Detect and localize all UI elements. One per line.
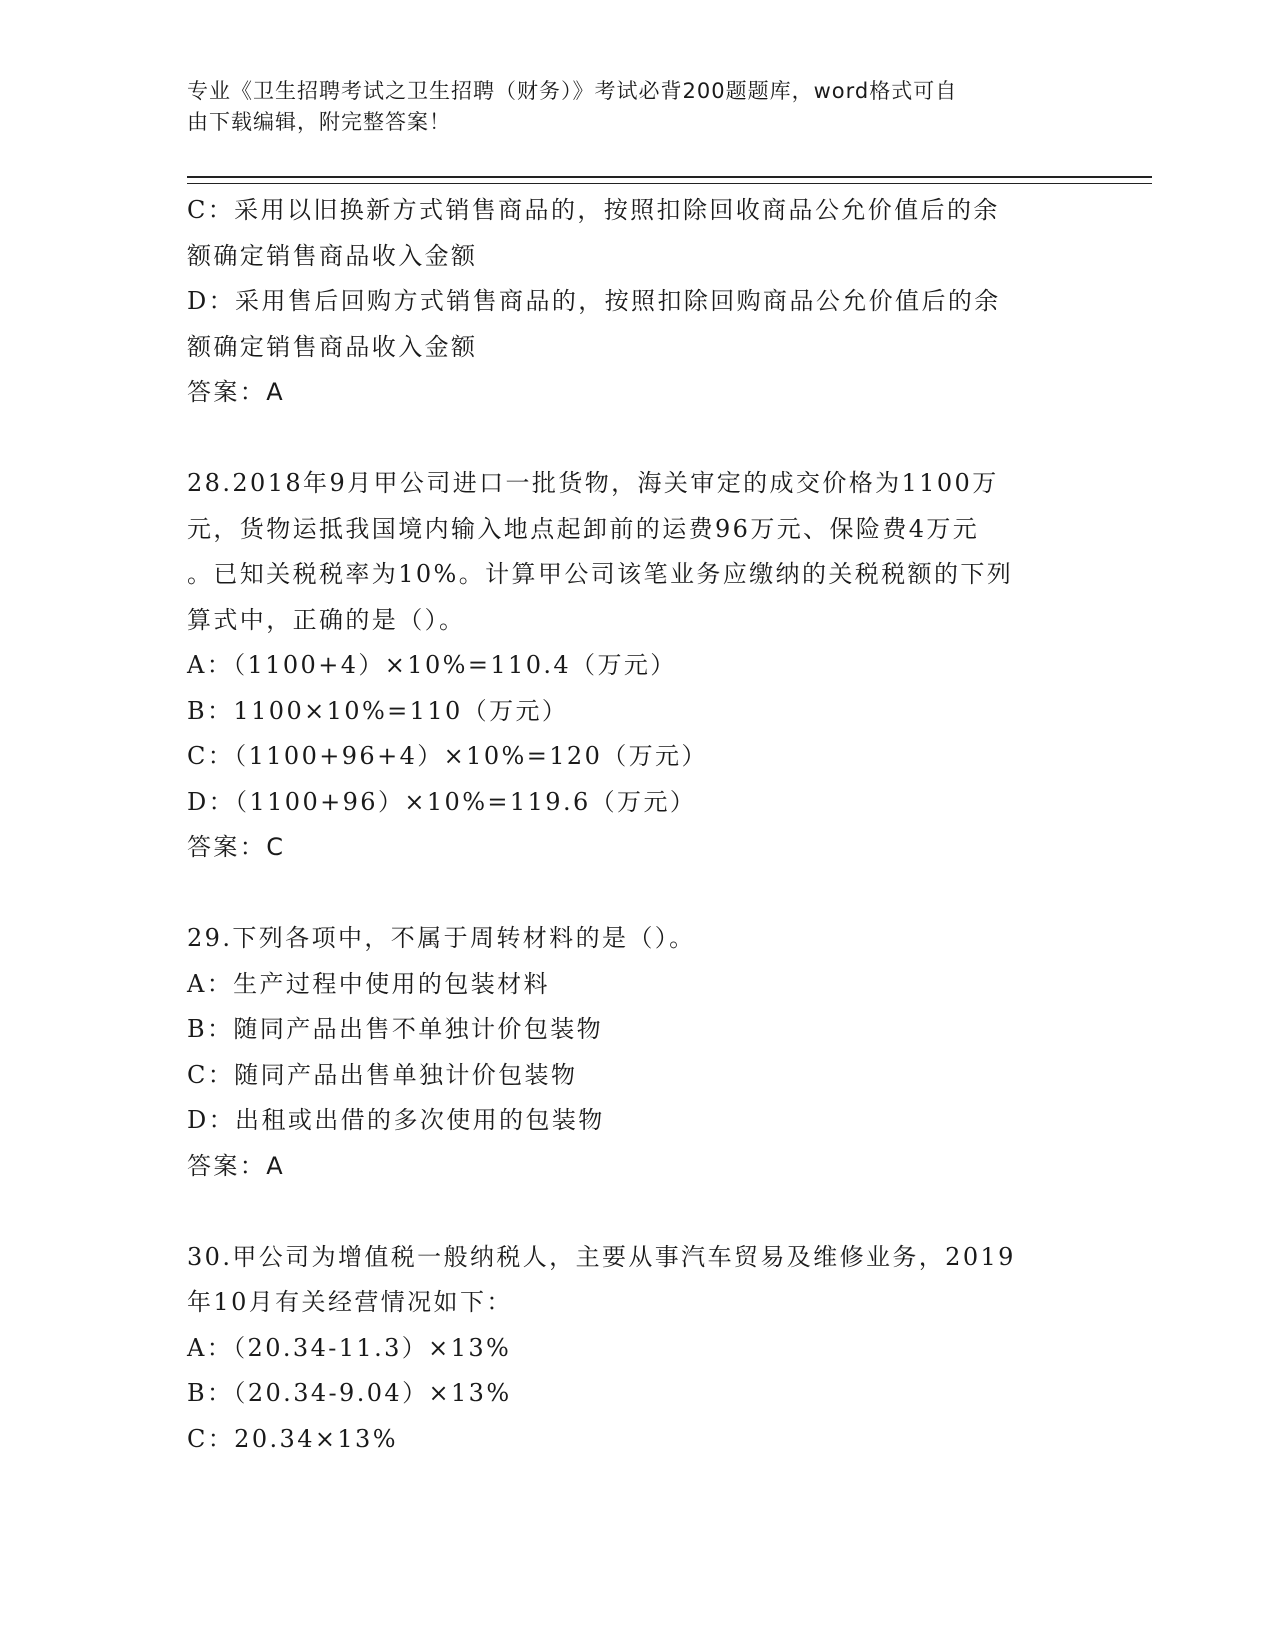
option-c: C：20.34×13%	[187, 1424, 398, 1453]
question-stem-line: 算式中，正确的是（）。	[187, 605, 466, 634]
spacer	[187, 871, 1087, 917]
answer-line: 答案：C	[187, 833, 286, 861]
answer-line: 答案：A	[187, 1151, 286, 1180]
option-line: C：采用以旧换新方式销售商品的，按照扣除回收商品公允价值后的余	[187, 196, 1000, 224]
option-b: B：（20.34-9.04）×13%	[187, 1379, 512, 1407]
document-header	[187, 76, 1067, 138]
option-a: A：（1100+4）×10%=110.4（万元）	[187, 651, 677, 679]
header-divider-thick	[187, 176, 1152, 178]
spacer	[187, 416, 1087, 462]
question-29	[187, 916, 1087, 1189]
option-line: 额确定销售商品收入金额	[187, 241, 478, 270]
spacer	[187, 1189, 1087, 1235]
question-stem-line: 30.甲公司为增值税一般纳税人，主要从事汽车贸易及维修业务，2019	[187, 1242, 1016, 1271]
option-a: A：生产过程中使用的包装材料	[187, 969, 550, 998]
header-divider-thin	[187, 183, 1152, 184]
option-line: D：采用售后回购方式销售商品的，按照扣除回购商品公允价值后的余	[187, 287, 1001, 315]
option-b: B：1100×10%=110（万元）	[187, 696, 569, 725]
option-b: B：随同产品出售不单独计价包装物	[187, 1015, 604, 1043]
question-28	[187, 461, 1087, 871]
question-stem-line: 29.下列各项中，不属于周转材料的是（）。	[187, 924, 696, 952]
answer-line: 答案：A	[187, 378, 286, 406]
header-line: 专业《卫生招聘考试之卫生招聘（财务）》考试必背200题题库，word格式可自	[187, 79, 958, 103]
document-body	[187, 188, 1087, 1462]
question-27-continuation	[187, 188, 1087, 416]
question-stem-line: 28.2018年9月甲公司进口一批货物，海关审定的成交价格为1100万	[187, 469, 999, 497]
question-30	[187, 1235, 1087, 1463]
question-stem-line: 元，货物运抵我国境内输入地点起卸前的运费96万元、保险费4万元	[187, 514, 980, 543]
option-c: C：（1100+96+4）×10%=120（万元）	[187, 742, 708, 770]
option-a: A：（20.34-11.3）×13%	[187, 1333, 512, 1362]
option-d: D：出租或出借的多次使用的包装物	[187, 1106, 605, 1134]
header-line: 由下载编辑，附完整答案！	[187, 110, 451, 134]
option-c: C：随同产品出售单独计价包装物	[187, 1060, 578, 1089]
option-d: D：（1100+96）×10%=119.6（万元）	[187, 787, 697, 816]
option-line: 额确定销售商品收入金额	[187, 332, 478, 361]
question-stem-line: 。已知关税税率为10%。计算甲公司该笔业务应缴纳的关税税额的下列	[187, 560, 1014, 588]
question-stem-line: 年10月有关经营情况如下：	[187, 1288, 513, 1316]
